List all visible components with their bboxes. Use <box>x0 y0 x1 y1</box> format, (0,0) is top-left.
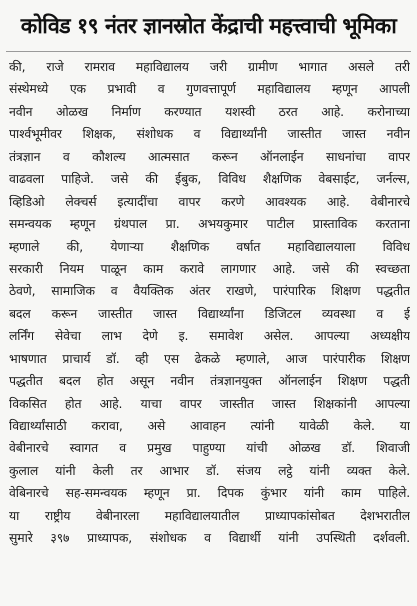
article-line: वेबिनारचे सह-समन्वयक म्हणून प्रा. दिपक कुंभार यांनी काम पाहिले. <box>9 485 410 501</box>
article-line: वेबीनारचे स्वागत व प्रमुख पाहुण्या यांची ओळख डॉ. शिवाजी <box>9 440 410 456</box>
article-headline: कोविड १९ नंतर ज्ञानस्रोत केंद्राची महत्त्वाची भूमिका <box>20 14 397 39</box>
article-line: तंत्रज्ञान व कौशल्य आत्मसात करून ऑनलाईन साधनांचा वापर <box>9 148 410 164</box>
article-line: समन्वयक म्हणून ग्रंथपाल प्रा. अभयकुमार पाटील प्रास्ताविक करताना <box>9 216 410 232</box>
article-line: विकसित होत आहे. याचा वापर जास्तीत जास्त शिक्षकांनी आपल्या <box>9 395 410 411</box>
article-line: बदल करून जास्तीत जास्त विद्यार्थ्यांना डिजिटल व्यवस्था व ई <box>9 305 410 321</box>
article-line: विद्यार्थ्यांसाठी करावा, असे आवाहन त्यांनी यावेळी केले. या <box>9 418 410 433</box>
article-line: पार्श्वभूमीवर शिक्षक, संशोधक व विद्यार्थ्यांनी जास्तीत जास्त नवीन <box>9 126 410 142</box>
article-body <box>9 56 410 550</box>
article-line: भाषणात प्राचार्य डॉ. व्ही एस ढेकळे म्हणाले, आज पारंपारीक शिक्षण <box>9 350 410 366</box>
article-line: ठेवणे, सामाजिक व वैयक्तिक अंतर राखणे, पारंपारिक शिक्षण पद्धतीत <box>9 283 410 299</box>
article-line: पद्धतीत बदल होत असून नवीन तंत्रज्ञानयुक्त ऑनलाईन शिक्षण पद्धती <box>9 373 410 389</box>
article-line: या राष्ट्रीय वेबीनारला महाविद्यालयातील प्राध्यापकांसोबत देशभरातील <box>9 507 410 523</box>
headline-divider <box>6 51 411 52</box>
article-line: कुलाल यांनी केली तर आभार डॉ. संजय लट्ठे यांनी व्यक्त केले. <box>9 462 410 478</box>
article-line: संस्थेमध्ये एक प्रभावी व गुणवत्तापूर्ण महाविद्यालय म्हणून आपली <box>9 81 410 97</box>
article-line: वाढवला पाहिजे. जसे की ईबुक, विविध शैक्षणिक वेबसाईट, जर्नल्स, <box>9 171 410 187</box>
article-line: की, राजे रामराव महाविद्यालय जरी ग्रामीण भागात असले तरी <box>9 59 410 74</box>
article-line: व्हिडिओ लेक्चर्स इत्यादींचा वापर करणे आवश्यक आहे. वेबीनारचे <box>9 193 410 209</box>
article-line: सरकारी नियम पाळून काम करावे लागणार आहे. जसे की स्वच्छता <box>9 260 410 276</box>
article-line: लर्निंग सेवेचा लाभ देणे इ. समावेश असेल. आपल्या अध्यक्षीय <box>9 328 410 344</box>
article-line: म्हणाले की, येणाऱ्या शैक्षणिक वर्षात महाविद्यालयाला विविध <box>9 238 410 254</box>
article-line: सुमारे ३९७ प्राध्यापक, संशोधक व विद्यार्थी यांनी उपस्थिती दर्शवली. <box>9 530 410 546</box>
article-line: नवीन ओळख निर्माण करण्यात यशस्वी ठरत आहे. करोनाच्या <box>9 103 410 119</box>
